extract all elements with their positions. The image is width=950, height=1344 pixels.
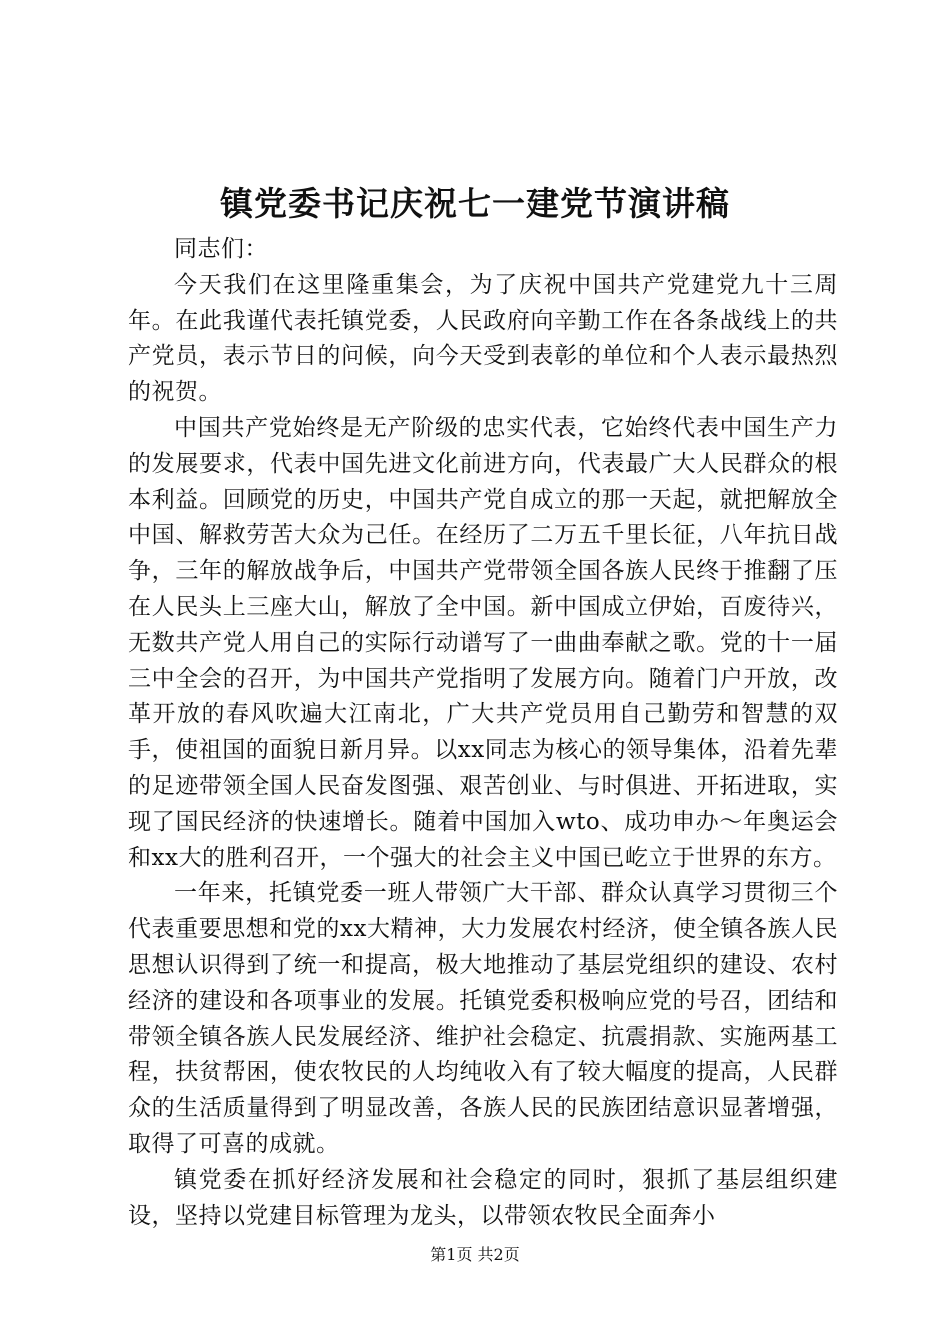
- document-title: 镇党委书记庆祝七一建党节演讲稿: [220, 184, 730, 223]
- salutation: 同志们：: [174, 236, 268, 262]
- document-body: [128, 232, 838, 1234]
- paragraph: 今天我们在这里隆重集会，为了庆祝中国共产党建党九十三周年。在此我谨代表托镇党委，人民政府向辛勤工作在各条战线上的共产党员，表示节日的问候，向今天受到表彰的单位和个人表示最热烈的祝贺。: [128, 271, 838, 406]
- paragraph: 镇党委在抓好经济发展和社会稳定的同时，狠抓了基层组织建设，坚持以党建目标管理为龙头，以带领农牧民全面奔小: [128, 1166, 838, 1229]
- page-number-footer: 第1页 共2页: [430, 1245, 520, 1264]
- paragraph: 中国共产党始终是无产阶级的忠实代表，它始终代表中国生产力的发展要求，代表中国先进文化前进方向，代表最广大人民群众的根本利益。回顾党的历史，中国共产党自成立的那一天起，就把解放全中国、解救劳苦大众为己任。在经历了二万五千里长征，八年抗日战争，三年的解放战争后，中国共产党带领全国各族人民终于推翻了压在人民头上三座大山，解放了全中国。新中国成立伊始，百废待兴，无数共产党人用自己的实际行动谱写了一曲曲奉献之歌。党的十一届三中全会的召开，为中国共产党指明了发展方向。随着门户开放，改革开放的春风吹遍大江南北，广大共产党员用自己勤劳和智慧的双手，使祖国的面貌日新月异。以xx同志为核心的领导集体，沿着先辈的足迹带领全国人民奋发图强、艰苦创业、与时俱进、开拓进取，实现了国民经济的快速增长。随着中国加入wto、成功申办～年奥运会和xx大的胜利召开，一个强大的社会主义中国已屹立于世界的东方。: [128, 414, 838, 871]
- paragraph: 一年来，托镇党委一班人带领广大干部、群众认真学习贯彻三个代表重要思想和党的xx大精神，大力发展农村经济，使全镇各族人民思想认识得到了统一和提高，极大地推动了基层党组织的建设、农村经济的建设和各项事业的发展。托镇党委积极响应党的号召，团结和带领全镇各族人民发展经济、维护社会稳定、抗震捐款、实施两基工程，扶贫帮困，使农牧民的人均纯收入有了较大幅度的提高，人民群众的生活质量得到了明显改善，各族人民的民族团结意识显著增强，取得了可喜的成就。: [128, 880, 838, 1157]
